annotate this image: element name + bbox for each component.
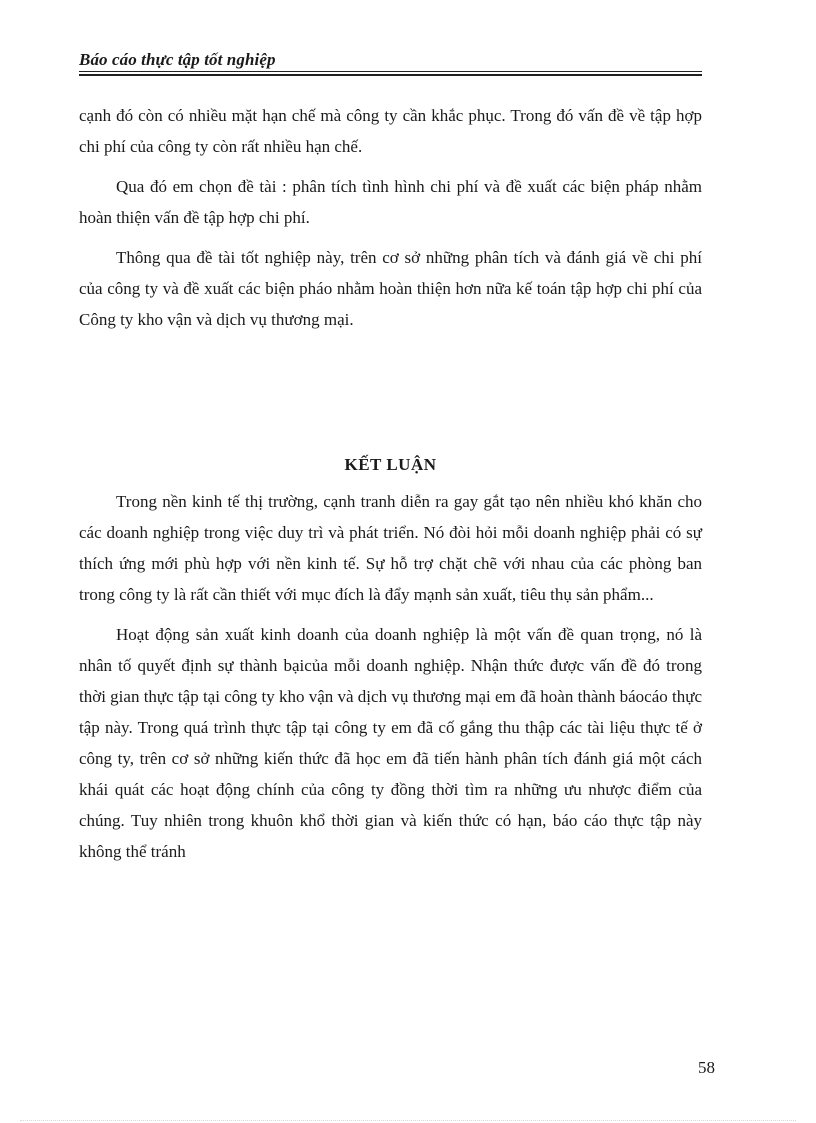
header-title: Báo cáo thực tập tốt nghiệp xyxy=(79,50,276,69)
conclusion-section xyxy=(79,486,702,876)
paragraph: cạnh đó còn có nhiều mặt hạn chế mà công ty cần khắc phục. Trong đó vấn đề về tập hợp chi phí của công ty còn rất nhiều hạn chế. xyxy=(79,106,702,156)
paragraph: Qua đó em chọn đề tài : phân tích tình hình chi phí và đề xuất các biện pháp nhằm hoàn thiện vấn đề tập hợp chi phí. xyxy=(79,177,702,227)
paragraph: Trong nền kinh tế thị trường, cạnh tranh diễn ra gay gắt tạo nên nhiều khó khăn cho các doanh nghiệp trong việc duy trì và phát triển. Nó đòi hỏi mỗi doanh nghiệp phải có sự thích ứng mới phù hợp với nền kinh tế. Sự hỗ trợ chặt chẽ với nhau của các phòng ban trong công ty là rất cần thiết với mục đích là đẩy mạnh sản xuất, tiêu thụ sản phẩm... xyxy=(79,492,702,604)
page-number: 58 xyxy=(698,1058,715,1077)
header-rule-thick xyxy=(79,74,702,76)
paragraph: Thông qua đề tài tốt nghiệp này, trên cơ sở những phân tích và đánh giá về chi phí của công ty và đề xuất các biện pháo nhằm hoàn thiện hơn nữa kế toán tập hợp chi phí của Công ty kho vận và dịch vụ thương mại. xyxy=(79,248,702,329)
paragraph: Hoạt động sản xuất kinh doanh của doanh nghiệp là một vấn đề quan trọng, nó là nhân tố quyết định sự thành bạicủa mỗi doanh nghiệp. Nhận thức được vấn đề đó trong thời gian thực tập tại công ty kho vận và dịch vụ thương mại em đã hoàn thành báocáo thực tập này. Trong quá trình thực tập tại công ty em đã cố gắng thu thập các tài liệu thực tế ở công ty, trên cơ sở những kiến thức đã học em đã tiến hành phân tích đánh giá một cách khái quát các hoạt động chính của công ty đồng thời tìm ra những ưu nhược điểm của chúng. Tuy nhiên trong khuôn khổ thời gian và kiến thức có hạn, báo cáo thực tập này không thể tránh xyxy=(79,625,702,861)
intro-section xyxy=(79,100,702,344)
page-edge-divider xyxy=(20,1120,796,1121)
header-rule-thin xyxy=(79,71,702,72)
section-heading: KẾT LUẬN xyxy=(344,455,437,474)
